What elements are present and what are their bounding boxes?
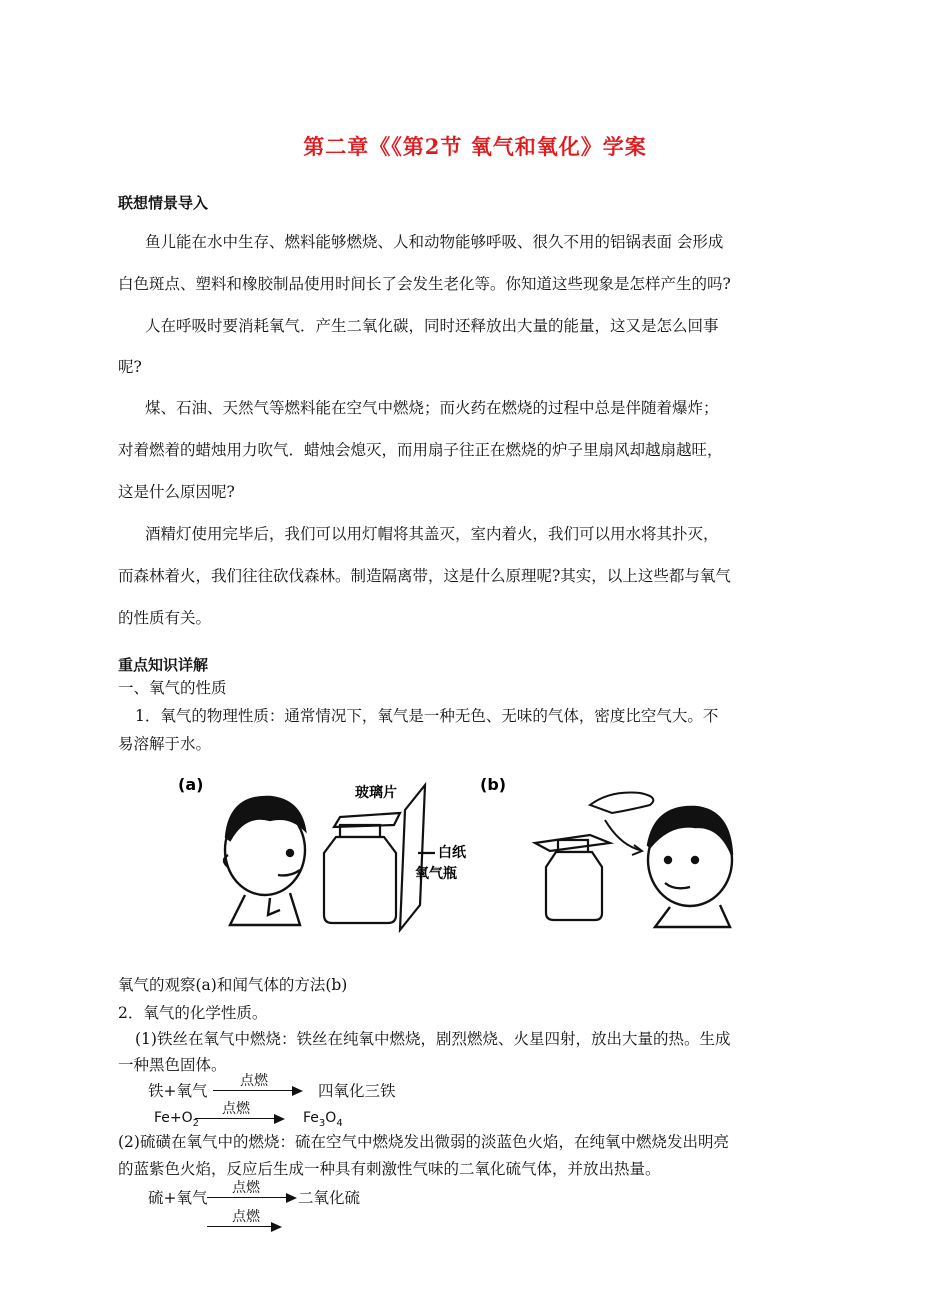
section-heading-intro: 联想情景导入 [118,194,209,212]
paragraph-line: 人在呼吸时要消耗氧气．产生二氧化碳，同时还释放出大量的能量，这又是怎么回事 [145,317,719,335]
paragraph-line: 白色斑点、塑料和橡胶制品使用时间长了会发生老化等。你知道这些现象是怎样产生的吗? [118,275,731,293]
equation-left: 硫+氧气 [148,1189,208,1207]
paragraph-line: 一种黑色固体。 [118,1056,227,1074]
equation-left: $Fe+O_2$ [154,1110,200,1129]
paragraph-line: (2)硫磺在氧气中的燃烧：硫在空气中燃烧发出微弱的淡蓝色火焰，在纯氧中燃烧发出明亮 [118,1133,729,1151]
bottle-label: 氧气瓶 [415,866,457,882]
paragraph-line: 2．氧气的化学性质。 [118,1004,268,1022]
equation-right: 二氧化硫 [298,1189,361,1207]
oxygen-bottle-b [535,835,610,920]
paper-label: 白纸 [438,845,466,861]
paragraph-line: 易溶解于水。 [118,735,212,753]
paragraph-line: 而森林着火，我们往往砍伐森林。制造隔离带，这是什么原理呢?其实，以上这些都与氧气 [118,567,731,585]
reaction-condition: 点燃 [240,1073,268,1089]
paragraph-line: 这是什么原因呢? [118,483,235,501]
equation-right: 四氧化三铁 [318,1082,396,1100]
hand-fanning-drawing [590,793,653,856]
reaction-condition: 点燃 [232,1180,260,1196]
paragraph-line: 的蓝紫色火焰，反应后生成一种具有刺激性气味的二氧化硫气体，并放出热量。 [118,1160,661,1178]
paragraph-line: 鱼儿能在水中生存、燃料能够燃烧、人和动物能够呼吸、很久不用的铝锅表面 会形成 [145,233,724,251]
oxygen-observation-figure [150,765,790,935]
page-title: 第二章《《第2节 氧气和氧化》学案 [303,134,647,159]
section-heading-knowledge: 重点知识详解 [118,656,209,674]
equation-left: 铁+氧气 [148,1082,208,1100]
paragraph-line: 煤、石油、天然气等燃料能在空气中燃烧；而火药在燃烧的过程中总是伴随着爆炸； [145,399,719,417]
glass-plate-label: 玻璃片 [355,785,397,801]
paragraph-line: 1．氧气的物理性质：通常情况下，氧气是一种无色、无味的气体，密度比空气大。不 [135,707,719,725]
oxygen-bottle-a [324,785,435,930]
boy-b-drawing [648,807,732,927]
paragraph-line: 的性质有关。 [118,609,212,627]
subsection-heading: 一、氧气的性质 [118,679,227,697]
figure-label-b: (b) [480,775,507,794]
paragraph-line: 呢? [118,358,142,376]
paragraph-line: (1)铁丝在氧气中燃烧：铁丝在纯氧中燃烧，剧烈燃烧、火星四射，放出大量的热。生成 [135,1030,731,1048]
figure-label-a: (a) [178,775,204,794]
figure-caption: 氧气的观察(a)和闻气体的方法(b) [118,976,348,994]
reaction-arrow [195,1114,285,1124]
boy-a-drawing [224,797,305,925]
reaction-condition: 点燃 [222,1101,250,1117]
equation-right: $Fe_3O_4$ [303,1110,343,1129]
reaction-arrow [207,1193,297,1203]
reaction-arrow [213,1086,303,1096]
reaction-arrow [207,1222,282,1232]
reaction-condition: 点燃 [232,1209,260,1225]
paragraph-line: 对着燃着的蜡烛用力吹气．蜡烛会熄灭，而用扇子往正在燃烧的炉子里扇风却越扇越旺， [118,441,723,459]
paragraph-line: 酒精灯使用完毕后，我们可以用灯帽将其盖灭，室内着火，我们可以用水将其扑灭， [145,525,719,543]
